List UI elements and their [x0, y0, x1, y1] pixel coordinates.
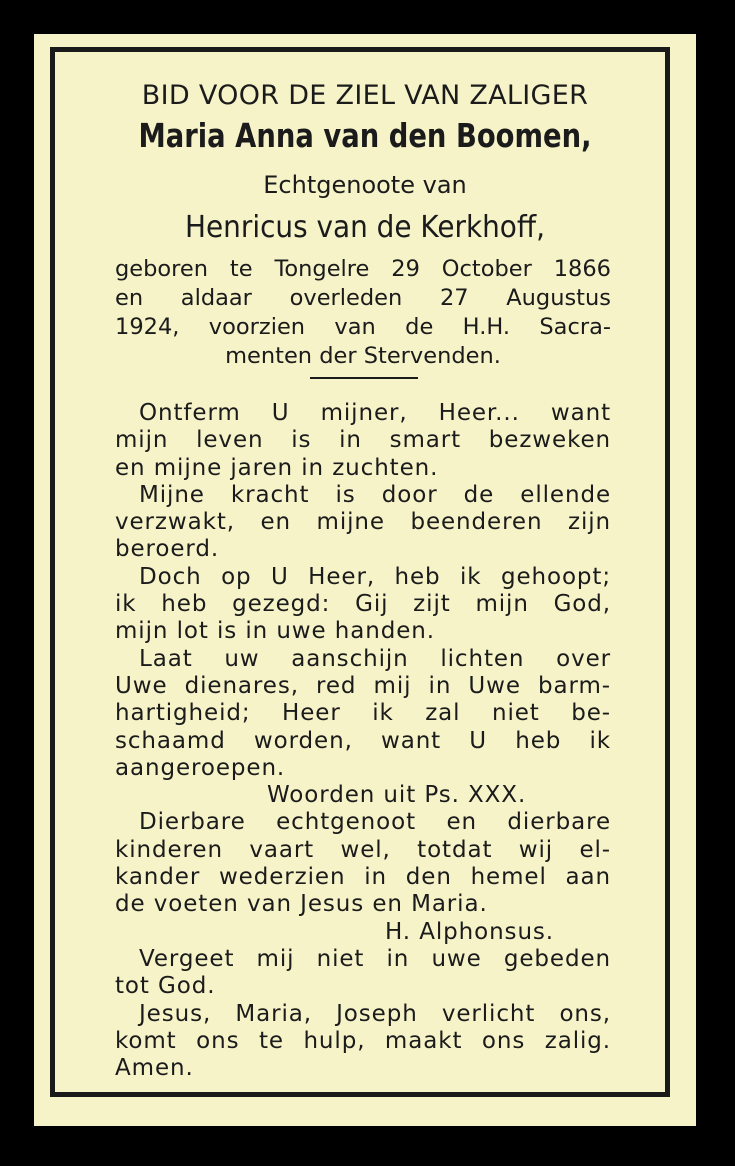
card-border: [50, 47, 670, 1097]
prayer-line: Amen.: [115, 1055, 194, 1082]
prayer-line: Doch op U Heer, heb ik gehoopt;: [139, 563, 611, 590]
prayer-line: hartigheid; Heer ik zal niet be-: [115, 700, 611, 727]
prayer-text: [115, 400, 611, 1082]
prayer-line: en mijne jaren in zuchten.: [115, 454, 439, 481]
prayer-line: de voeten van Jesus en Maria.: [115, 891, 488, 918]
prayer-line: mijn lot is in uwe handen.: [115, 618, 435, 645]
prayer-line: Mijne kracht is door de ellende: [139, 481, 611, 508]
prayer-line: tot God.: [115, 973, 216, 1000]
prayer-line: Ontferm U mijner, Heer... want: [139, 400, 611, 426]
prayer-line: Laat uw aanschijn lichten over: [139, 645, 611, 672]
bio-line: 1924, voorzien van de H.H. Sacra-: [115, 314, 611, 340]
prayer-line: kinderen vaart wel, totdat wij el-: [115, 836, 611, 863]
bio-line: en aldaar overleden 27 Augustus: [115, 285, 611, 311]
prayer-line: Jesus, Maria, Joseph verlicht ons,: [139, 1000, 611, 1027]
biography: [115, 255, 611, 371]
prayer-line: ik heb gezegd: Gij zijt mijn God,: [115, 591, 611, 618]
prayer-line: verzwakt, en mijne beenderen zijn: [115, 509, 611, 536]
prayer-line: kander wederzien in den hemel aan: [115, 864, 611, 891]
attribution: H. Alphonsus.: [385, 918, 555, 945]
relation-text: Echtgenoote van: [263, 171, 467, 199]
memorial-card: [34, 34, 696, 1126]
prayer-line: Dierbare echtgenoot en dierbare: [139, 809, 611, 836]
attribution: Woorden uit Ps. XXX.: [267, 782, 527, 809]
prayer-line: Uwe dienares, red mij in Uwe barm-: [115, 672, 611, 699]
bio-line: menten der Stervenden.: [225, 343, 501, 369]
prayer-line: komt ons te hulp, maakt ons zalig.: [115, 1027, 611, 1054]
prayer-line: schaamd worden, want U heb ik: [115, 727, 611, 754]
prayer-line: Vergeet mij niet in uwe gebeden: [139, 945, 611, 972]
bio-line: geboren te Tongelre 29 October 1866: [115, 256, 611, 282]
divider-rule: [310, 377, 418, 379]
spouse-name: Henricus van de Kerkhoff,: [185, 210, 545, 245]
prayer-heading: BID VOOR DE ZIEL VAN ZALIGER: [141, 80, 589, 111]
prayer-line: aangeroepen.: [115, 754, 286, 781]
deceased-name: Maria Anna van den Boomen,: [138, 116, 592, 155]
prayer-line: mijn leven is in smart bezweken: [115, 427, 611, 454]
prayer-line: beroerd.: [115, 536, 220, 563]
